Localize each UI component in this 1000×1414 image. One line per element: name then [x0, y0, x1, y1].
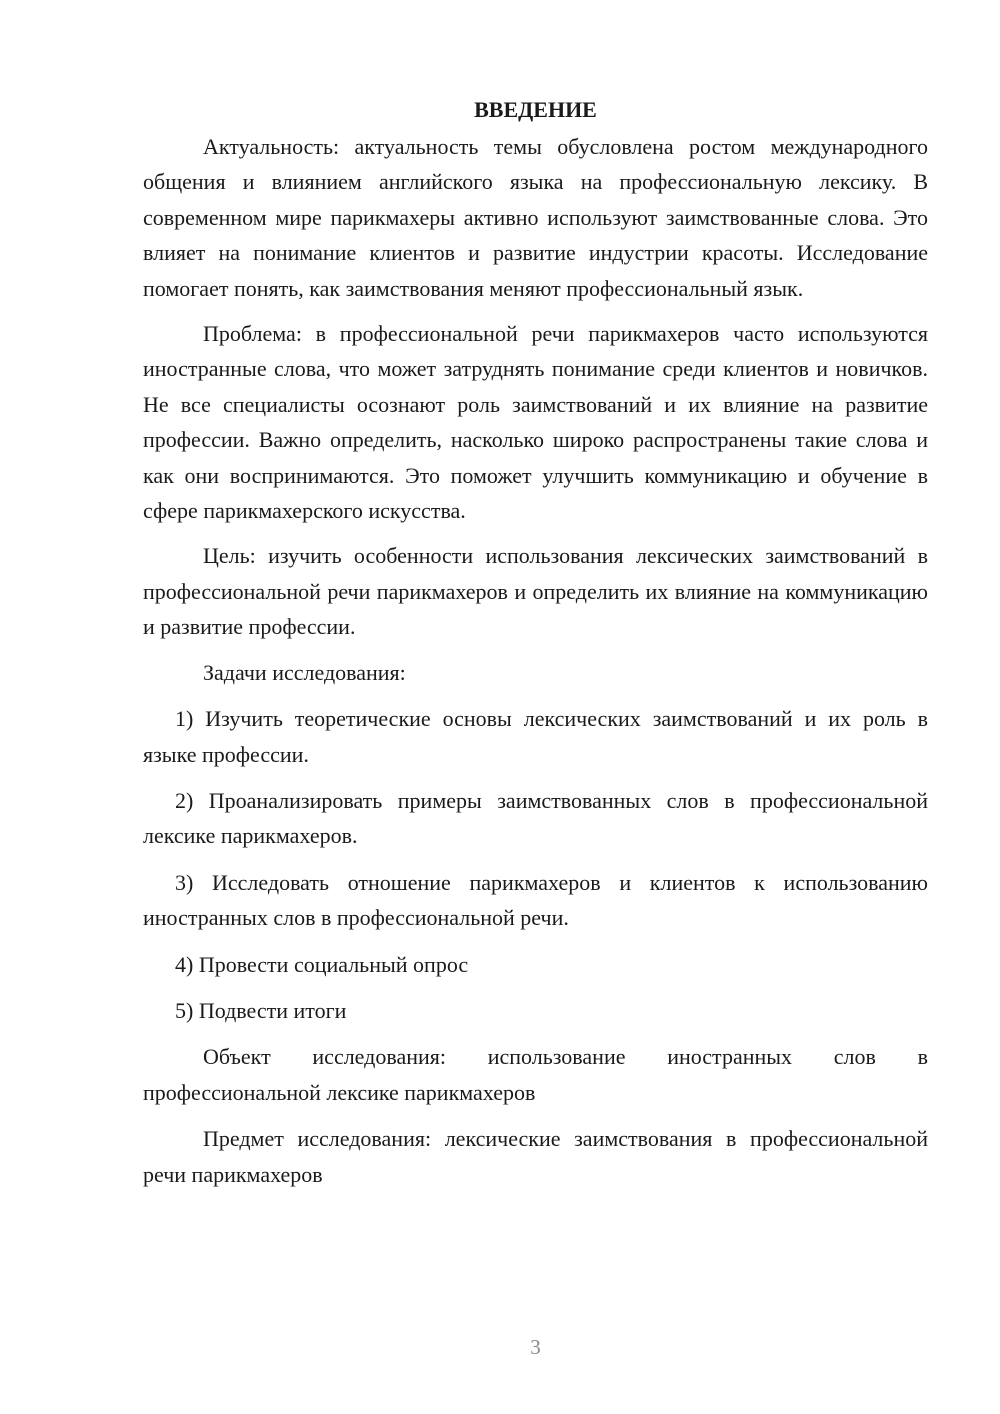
task-item-4: 4) Провести социальный опрос	[175, 951, 469, 977]
paragraph-problem: Проблема: в профессиональной речи парикмахеров часто используются иностранные слова, что может затруднять понимание среди клиентов и новичков. Не все специалисты осознают роль заимствований и их влияние на развитие профессии. Важно определить, насколько широко распространены такие слова и как они воспринимаются. Это поможет улучшить коммуникацию и обучение в сфере парикмахерского искусства.	[143, 321, 928, 524]
paragraph-goal: Цель: изучить особенности использования лексических заимствований в профессиональной речи парикмахеров и определить их влияние на коммуникацию и развитие профессии.	[143, 543, 928, 640]
tasks-heading: Задачи исследования:	[203, 659, 406, 685]
task-item-2: 2) Проанализировать примеры заимствованных слов в профессиональной лексике парикмахеров.	[143, 787, 928, 849]
paragraph-object: Объект исследования: использование иностранных слов в профессиональной лексике парикмахеров	[143, 1044, 928, 1105]
page-number: 3	[530, 1335, 541, 1359]
paragraph-relevance: Актуальность: актуальность темы обусловлена ростом международного общения и влиянием английского языка на профессиональную лексику. В современном мире парикмахеры активно используют заимствованные слова. Это влияет на понимание клиентов и развитие индустрии красоты. Исследование помогает понять, как заимствования меняют профессиональный язык.	[143, 134, 928, 301]
page-title: ВВЕДЕНИЕ	[474, 97, 597, 122]
document-page	[143, 92, 928, 1192]
paragraph-subject: Предмет исследования: лексические заимствования в профессиональной речи парикмахеров	[143, 1126, 928, 1187]
task-item-3: 3) Исследовать отношение парикмахеров и клиентов к использованию иностранных слов в профессиональной речи.	[143, 869, 928, 931]
task-item-5: 5) Подвести итоги	[175, 997, 347, 1023]
task-item-1: 1) Изучить теоретические основы лексических заимствований и их роль в языке профессии.	[143, 706, 928, 767]
